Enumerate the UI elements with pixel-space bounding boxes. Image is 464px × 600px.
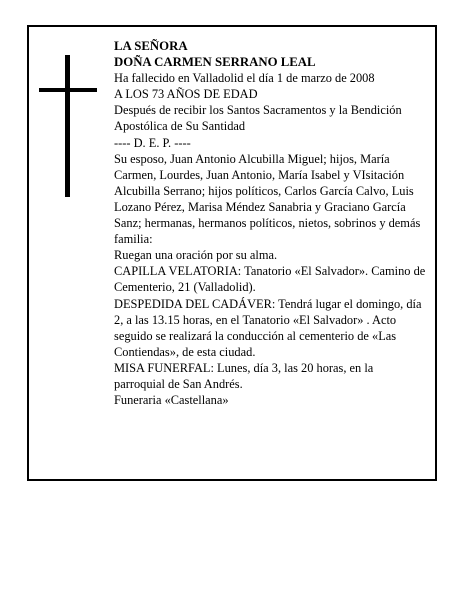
sacraments-line: Después de recibir los Santos Sacramentos y la Bendición Apostólica de Su Santidad xyxy=(114,103,402,134)
farewell-info: DESPEDIDA DEL CADÁVER: Tendrá lugar el domingo, día 2, a las 13.15 horas, en el Tanatorio «El Salvador» . Acto seguido se realizará la conducción al cementerio de «Las Contiendas», de esta ciudad. xyxy=(114,296,422,359)
prayer-request: Ruegan una oración por su alma. xyxy=(114,248,278,263)
funeral-home: Funeraria «Castellana» xyxy=(114,393,229,408)
cross-vertical-bar xyxy=(65,55,70,197)
rest-in-peace: ---- D. E. P. ---- xyxy=(114,135,191,150)
chapel-info: CAPILLA VELATORIA: Tanatorio «El Salvador». Camino de Cementerio, 21 (Valladolid). xyxy=(114,264,426,295)
deceased-name: DOÑA CARMEN SERRANO LEAL xyxy=(114,55,316,70)
obituary-text xyxy=(114,38,426,408)
family-list: Su esposo, Juan Antonio Alcubilla Miguel; hijos, María Carmen, Lourdes, Juan Antonio, María Isabel y VIsitación Alcubilla Serrano; hijos políticos, Carlos García Calvo, Luis Lozano Pérez, Marisa Méndez Sanabria y Graciano García Sanz; hermanas, hermanos políticos, nietos, sobrinos y demás familia: xyxy=(114,151,421,247)
mass-info: MISA FUNERFAL: Lunes, día 3, las 20 horas, en la parroquial de San Andrés. xyxy=(114,360,374,391)
death-announcement: Ha fallecido en Valladolid el día 1 de marzo de 2008 xyxy=(114,71,375,86)
cross-horizontal-bar xyxy=(39,88,97,92)
age-line: A LOS 73 AÑOS DE EDAD xyxy=(114,87,258,102)
title-honorific: LA SEÑORA xyxy=(114,39,188,53)
